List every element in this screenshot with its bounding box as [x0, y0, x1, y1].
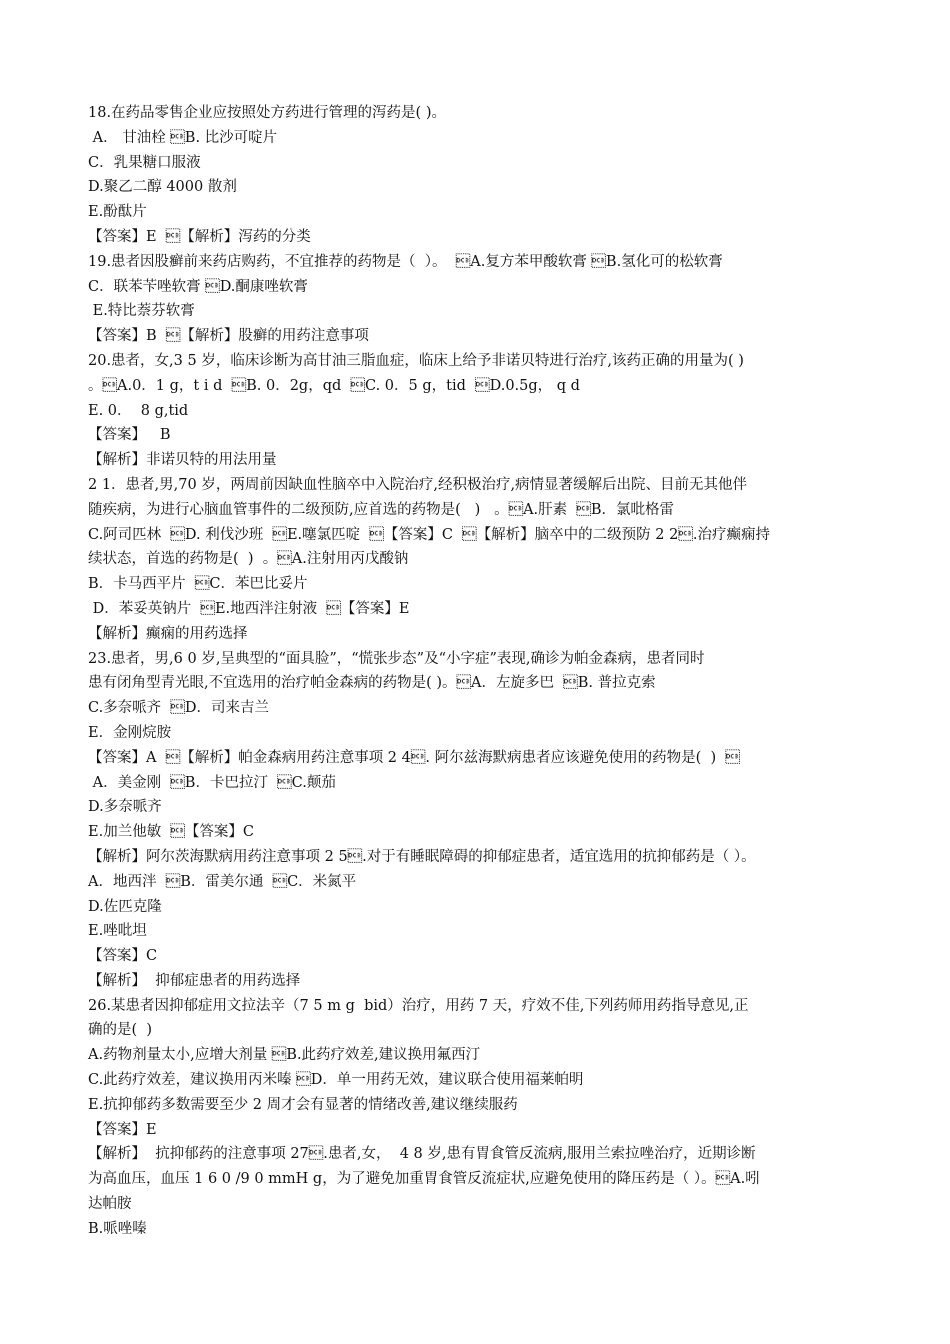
text-line: C．乳果糖口服液: [88, 154, 201, 171]
text-line: 【解析】非诺贝特的用法用量: [88, 452, 277, 469]
text-line: A． 甘油栓 B. 比沙可啶片: [88, 129, 278, 146]
text-line: 20.患者，女,3 5 岁，临床诊断为高甘油三脂血症，临床上给予非诺贝特进行治疗,该药正确的用量为( ): [88, 352, 744, 369]
text-line: 【答案】E 【解析】泻药的分类: [88, 228, 311, 245]
text-line: 18.在药品零售企业应按照处方药进行管理的泻药是( )。: [88, 105, 446, 121]
text-line: E. 0． 8 g,tid: [88, 402, 189, 419]
text-line: 2 1．患者,男,70 岁，两周前因缺血性脑卒中入院治疗,经积极治疗,病情显著缓解后出院、目前无其他伴: [88, 476, 748, 493]
text-line: 。A.0．1 g，t i d B. 0．2g，qd C. 0．5 g，tid D.0.5g， q d: [88, 377, 580, 394]
text-line: C．联苯苄唑软膏 D.酮康唑软膏: [88, 278, 308, 295]
document-body: [88, 101, 878, 1242]
text-line: 续状态，首选的药物是( ) 。A.注射用丙戊酸钠: [88, 551, 409, 568]
text-line: E.特比萘芬软膏: [88, 303, 195, 320]
text-line: 26.某患者因抑郁症用文拉法辛（7 5 m g bid）治疗，用药 7 天，疗效不佳,下列药师用药指导意见,正: [88, 997, 749, 1014]
text-line: E.加兰他敏 【答案】C: [88, 824, 255, 841]
text-line: 【答案】A 【解析】帕金森病用药注意事项 2 4. 阿尔兹海默病患者应该避免使用的药物是( ) : [88, 749, 740, 766]
text-line: E.抗抑郁药多数需要至少 2 周才会有显著的情绪改善,建议继续服药: [88, 1096, 518, 1113]
text-line: B.哌唑嗪: [88, 1220, 147, 1237]
text-line: 【答案】 B: [88, 427, 171, 444]
text-line: A．地西泮 B．雷美尔通 C．米氮平: [88, 873, 357, 890]
text-line: D.聚乙二醇 4000 散剂: [88, 179, 237, 196]
text-line: A.药物剂量太小,应增大剂量 B.此药疗效差,建议换用氟西汀: [88, 1047, 481, 1064]
text-line: 【解析】阿尔茨海默病用药注意事项 2 5.对于有睡眠障碍的抑郁症患者，适宜选用的抗抑郁药是（ ）。: [88, 848, 756, 865]
text-line: 【答案】E: [88, 1121, 157, 1138]
text-line: 【解析】癫痫的用药选择: [88, 625, 248, 642]
text-line: D.佐匹克隆: [88, 898, 162, 915]
text-line: D.多奈哌齐: [88, 799, 162, 816]
text-line: C.阿司匹林 D. 利伐沙班 E.噻氯匹啶 【答案】C 【解析】脑卒中的二级预防 2 2.治疗癫痫持: [88, 526, 770, 543]
text-line: C.多奈哌齐 D．司来吉兰: [88, 700, 270, 717]
text-line: 【答案】B 【解析】股癣的用药注意事项: [88, 328, 369, 345]
text-line: 23.患者，男,6 0 岁,呈典型的“面具脸”，“慌张步态”及“小字症”表现,确诊为帕金森病，患者同时: [88, 650, 705, 667]
text-line: 19.患者因股癣前来药店购药，不宜推荐的药物是（ ）。 A.复方苯甲酸软膏 B.氢化可的松软膏: [88, 253, 723, 270]
text-line: 随疾病，为进行心脑血管事件的二级预防,应首选的药物是( ) 。A.肝素 B．氯吡格雷: [88, 501, 675, 518]
text-line: E.唑吡坦: [88, 923, 147, 940]
text-line: D．苯妥英钠片 E.地西泮注射液 【答案】E: [88, 600, 410, 617]
text-line: 为高血压，血压 1 6 0 /9 0 mmH g，为了避免加重胃食管反流症状,应避免使用的降压药是（ ）。A.吲: [88, 1171, 760, 1188]
text-line: 【解析】 抗抑郁药的注意事项 27.患者,女， 4 8 岁,患有胃食管反流病,服用兰索拉唑治疗，近期诊断: [88, 1146, 756, 1163]
text-line: C.此药疗效差，建议换用丙米嗪 D．单一用药无效，建议联合使用福莱帕明: [88, 1072, 584, 1089]
text-line: 【答案】C: [88, 948, 158, 965]
text-line: E.酚酞片: [88, 204, 147, 221]
text-line: E．金刚烷胺: [88, 724, 172, 741]
text-line: B．卡马西平片 C．苯巴比妥片: [88, 576, 308, 593]
text-line: 确的是( ): [88, 1022, 153, 1039]
text-line: A．美金刚 B．卡巴拉汀 C.颠茄: [88, 774, 336, 791]
text-line: 【解析】 抑郁症患者的用药选择: [88, 972, 301, 989]
text-line: 达帕胺: [88, 1196, 132, 1213]
text-line: 患有闭角型青光眼,不宜选用的治疗帕金森病的药物是( )。A．左旋多巴 B. 普拉克索: [88, 675, 656, 692]
